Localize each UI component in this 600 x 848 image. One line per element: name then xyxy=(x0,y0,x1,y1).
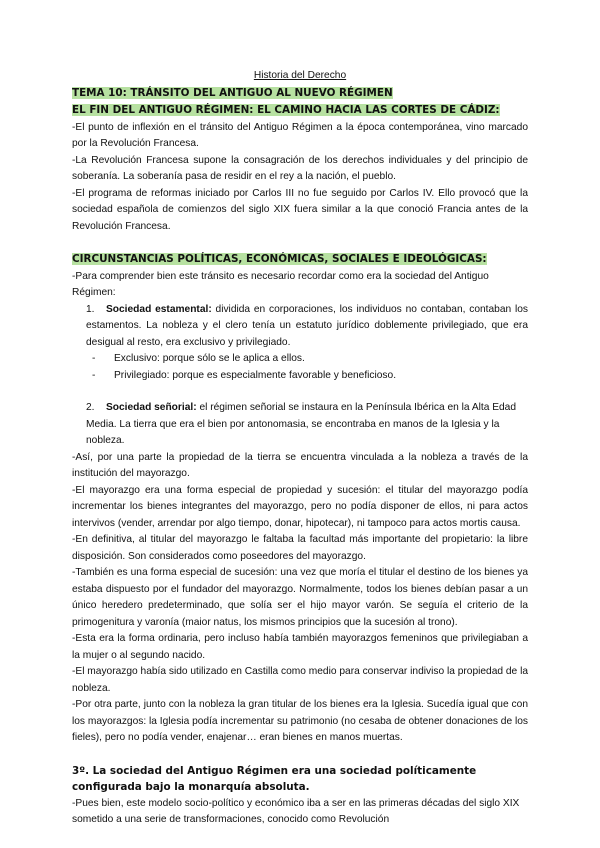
senorial-paragraph-5: -Esta era la forma ordinaria, pero incluso había también mayorazgos femeninos que privilegiaban a la mujer o al segundo nacido. xyxy=(72,633,528,661)
list-term: Sociedad señorial: xyxy=(106,402,197,413)
intro-paragraph-2: -La Revolución Francesa supone la consagración de los derechos individuales y del principio de soberanía. La soberanía pasa de residir en el rey a la nación, el pueblo. xyxy=(72,154,528,182)
senorial-paragraph-1: -Así, por una parte la propiedad de la tierra se encuentra vinculada a la nobleza a través de la institución del mayorazgo. xyxy=(72,451,528,479)
senorial-paragraph-2: -El mayorazgo era una forma especial de propiedad y sucesión: el titular del mayorazgo podía incrementar los bienes integrantes del mayorazgo, pero no podía disponer de ellos, ni para actos intervivos (vender, arrendar por algo tiempo, donar, hipotecar), ni tampoco para actos mortis causa. xyxy=(72,484,528,529)
course-title: Historia del Derecho xyxy=(253,70,347,81)
topic-heading: TEMA 10: TRÁNSITO DEL ANTIGUO AL NUEVO RÉGIMEN xyxy=(72,86,393,99)
senorial-paragraph-7: -Por otra parte, junto con la nobleza la gran titular de los bienes era la Iglesia. Sucedía igual que con los mayorazgos: la Iglesia podía incrementar su patrimonio (no cesaba de obtener donaciones de los fieles), pero no podía vender, enajenar… eran bienes en manos muertas. xyxy=(72,699,528,743)
intro-paragraph-3: -El programa de reformas iniciado por Carlos III no fue seguido por Carlos IV. Ello provocó que la sociedad española de comienzos del siglo XIX fuera similar a la que conoció Francia antes de la Revolución Francesa. xyxy=(72,187,528,232)
circumstances-intro: -Para comprender bien este tránsito es necesario recordar como era la sociedad del Antiguo Régimen: xyxy=(72,270,489,298)
list-text: el régimen señorial se instaura en la Península Ibérica en la Alta Edad Media. La tierra que era el bien por antonomasia, se encontraba en manos de la Iglesia y la nobleza. xyxy=(86,402,517,446)
list-term: Sociedad estamental: xyxy=(106,303,212,315)
section-heading: EL FIN DEL ANTIGUO RÉGIMEN: EL CAMINO HACIA LAS CORTES DE CÁDIZ: xyxy=(72,104,500,116)
circumstances-heading: CIRCUNSTANCIAS POLÍTICAS, ECONÓMICAS, SOCIALES E IDEOLÓGICAS: xyxy=(72,253,487,265)
list-item-1 xyxy=(72,302,528,352)
final-paragraph: -Pues bien, este modelo socio-político y económico iba a ser en las primeras décadas del siglo XIX sometido a una serie de transformaciones, conocido como Revolución xyxy=(72,797,520,825)
document-content xyxy=(72,68,528,829)
intro-paragraph-1: -El punto de inflexión en el tránsito del Antiguo Régimen a la época contemporánea, vino marcado por la Revolución Francesa. xyxy=(72,121,528,149)
bullet-item-1: - Exclusivo: porque sólo se le aplica a ellos. xyxy=(92,353,305,364)
list-number: 2. xyxy=(86,402,95,413)
senorial-paragraph-4: -También es una forma especial de sucesión: una vez que moría el titular el destino de los bienes ya estaba dispuesto por el fundador del mayorazgo. Normalmente, todos los bienes debían pasar a un único heredero predeterminado, que solía ser el hijo mayor varón. Se seguía el criterio de la primogenitura y varonía (maior natus, los mismos principios que la sucesión al trono). xyxy=(72,567,528,628)
list-text: dividida en corporaciones, los individuos no contaban, contaban los estamentos. La nobleza y el clero tenía un estatuto jurídico doblemente privilegiado, que era desigual al resto, era exclusivo y privilegiado. xyxy=(86,303,528,348)
senorial-paragraph-3: -En definitiva, al titular del mayorazgo le faltaba la facultad más importante del propietario: la libre disposición. Son considerados como poseedores del mayorazgo. xyxy=(72,534,528,562)
list-number: 1. xyxy=(86,303,95,315)
bullet-item-2: - Privilegiado: porque es especialmente favorable y beneficioso. xyxy=(92,369,397,381)
absolute-monarchy-heading: 3º. La sociedad del Antiguo Régimen era una sociedad políticamente configurada bajo la monarquía absoluta. xyxy=(72,764,477,793)
senorial-paragraph-6: -El mayorazgo había sido utilizado en Castilla como medio para conservar indiviso la propiedad de la nobleza. xyxy=(72,666,528,694)
list-item-2 xyxy=(72,400,528,450)
